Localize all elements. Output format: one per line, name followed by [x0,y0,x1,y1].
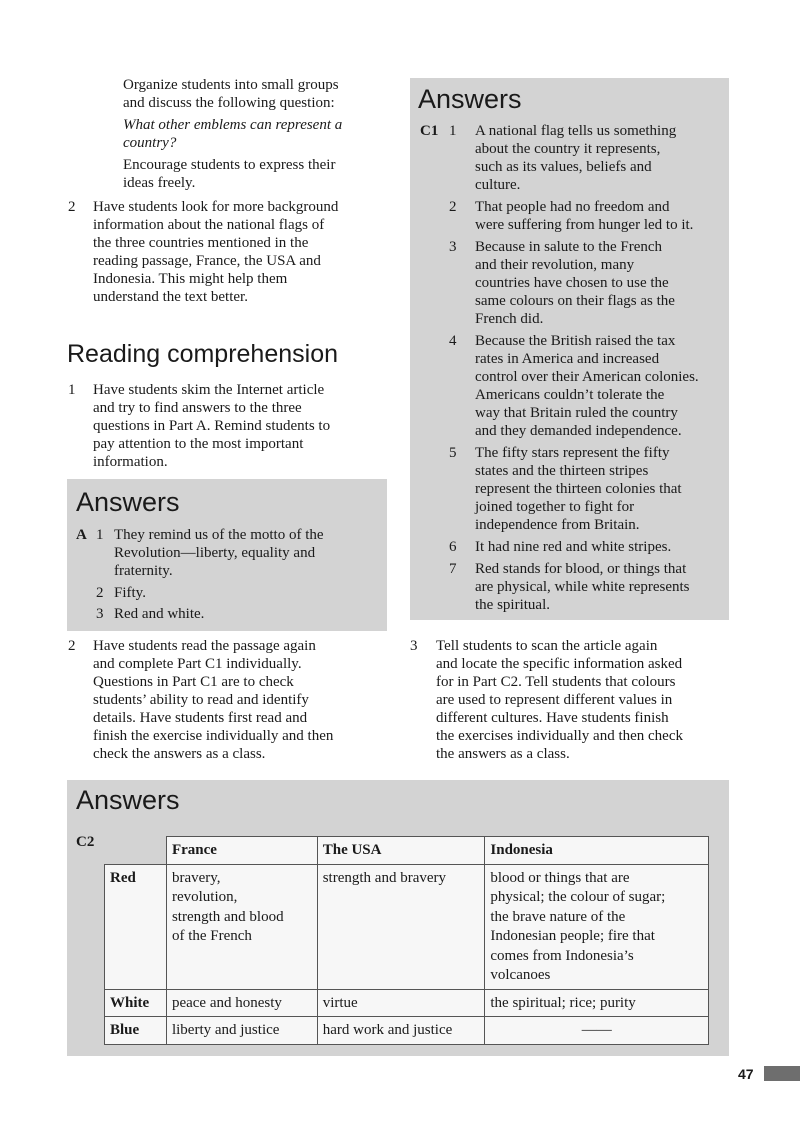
item-line: Have students skim the Internet article [93,382,325,398]
footer-bar [764,1066,800,1081]
answer-line: Revolution—liberty, equality and [114,545,316,561]
item-line: Questions in Part C1 are to check [93,674,294,690]
answers-table [104,836,709,1045]
section-heading: Reading comprehension [67,340,339,368]
answers-heading: Answers [418,84,522,114]
answer-line: That people had no freedom and [475,199,670,215]
table-cell [317,989,485,1017]
answer-line: about the country it represents, [475,141,661,157]
item-line: different cultures. Have students finish [436,710,669,726]
cell-line: physical; the colour of sugar; [490,889,666,905]
answers-c1-box [410,78,729,620]
item-line: information about the national flags of [93,217,325,233]
answer-item [449,332,727,440]
answer-line: states and the thirteen stripes [475,463,649,479]
answer-item [449,122,727,194]
column-header: France [166,837,317,865]
intro-block [123,76,393,192]
answer-line: were suffering from hunger led to it. [475,217,694,233]
answer-line: countries have chosen to use the [475,275,669,291]
answer-line: fraternity. [114,563,173,579]
item-line: pay attention to the most important [93,436,304,452]
table-cell [485,1017,709,1045]
item-line: check the answers as a class. [93,746,266,762]
cell-line: comes from Indonesia’s [490,947,634,964]
item-number: 2 [68,638,76,654]
item-line: questions in Part A. Remind students to [93,418,331,434]
answer-number: 4 [449,333,457,349]
item-line: finish the exercise individually and then [93,728,334,744]
answer-number: 7 [449,561,457,577]
cell-line: bravery, [171,869,221,886]
answers-list [96,526,381,623]
cell-line: the spiritual; rice; purity [490,994,636,1011]
table-row [105,989,709,1017]
table-header-row [105,837,709,865]
answer-line: rates in America and increased [475,351,660,367]
answer-line: Because the British raised the tax [475,333,676,349]
row-header: White [105,989,167,1017]
answer-line: They remind us of the motto of the [114,527,324,543]
answer-item [449,560,727,614]
row-header: Red [105,864,167,989]
answers-c2-box [67,780,729,1056]
answer-line: and their revolution, many [475,257,635,273]
answer-item [449,444,727,534]
answer-item [96,526,381,580]
list-item-2 [68,198,398,306]
cell-line: hard work and justice [322,1022,453,1038]
intro-line: Organize students into small groups [123,77,339,93]
table-cell [317,1017,485,1045]
answer-number: 6 [449,539,457,555]
item-line: for in Part C2. Tell students that colours [436,674,676,690]
encourage-line: Encourage students to express their [123,157,336,173]
item-number: 1 [68,382,76,398]
item-number: 2 [68,199,76,215]
column-header: The USA [317,837,485,865]
answer-item [449,538,727,556]
answer-line: are physical, while white represents [475,579,690,595]
table-cell [317,864,485,989]
answer-line: way that Britain ruled the country [475,405,678,421]
item-line: and try to find answers to the three [93,400,302,416]
answer-number: 3 [449,239,457,255]
answer-number: 2 [96,585,104,601]
answer-number: 1 [449,123,457,139]
cell-line: virtue [322,994,358,1011]
answer-line: Fifty. [114,585,146,601]
table-cell [166,864,317,989]
answer-line: and they demanded independence. [475,423,682,439]
answer-line: joined together to fight for [475,499,635,515]
answer-line: A national flag tells us something [475,123,677,139]
reading-item-3 [410,637,740,763]
cell-line: liberty and justice [171,1022,280,1038]
item-line: Indonesia. This might help them [93,271,288,287]
answer-line: control over their American colonies. [475,369,699,385]
cell-line: blood or things that are [490,869,630,886]
answer-item [96,605,381,623]
encourage-line: ideas freely. [123,175,196,191]
table-cell [166,1017,317,1045]
table-row [105,864,709,989]
answer-line: Red stands for blood, or things that [475,561,687,577]
answers-label: A [76,527,87,543]
item-line: and locate the specific information asked [436,656,683,672]
item-line: reading passage, France, the USA and [93,253,321,269]
cell-line: of the French [171,928,252,944]
table-cell [166,989,317,1017]
answer-line: Red and white. [114,606,205,622]
table-corner [105,837,167,865]
cell-line: strength and bravery [322,869,447,886]
table-cell [485,989,709,1017]
cell-line: the brave nature of the [490,908,626,925]
answer-item [449,238,727,328]
table-row [105,1017,709,1045]
cell-line: peace and honesty [171,994,282,1011]
answer-number: 3 [96,606,104,622]
answer-line: represent the thirteen colonies that [475,481,682,497]
item-line: Tell students to scan the article again [436,638,658,654]
item-line: students’ ability to read and identify [93,692,309,708]
item-line: Have students look for more background [93,199,339,215]
answer-number: 1 [96,527,104,543]
question-line: country? [123,135,177,151]
item-line: the three countries mentioned in the [93,235,309,251]
answer-item [449,198,727,234]
item-line: and complete Part C1 individually. [93,656,302,672]
answer-number: 2 [449,199,457,215]
cell-line: strength and blood [171,908,284,925]
cell-line: volcanoes [490,967,551,983]
answer-line: same colours on their flags as the [475,293,675,309]
answer-line: Americans couldn’t tolerate the [475,387,665,403]
intro-line: and discuss the following question: [123,95,335,111]
item-line: understand the text better. [93,289,248,305]
answers-list [449,122,727,614]
answers-a-box [67,479,387,631]
column-header: Indonesia [485,837,709,865]
cell-line: revolution, [171,889,238,905]
answer-number: 5 [449,445,457,461]
answer-line: the spiritual. [475,597,550,613]
question-line: What other emblems can represent a [123,117,343,133]
answers-label: C2 [76,834,95,850]
answer-line: such as its values, beliefs and [475,159,652,175]
item-line: information. [93,454,168,470]
answers-heading: Answers [76,487,180,517]
item-line: details. Have students first read and [93,710,308,726]
page-number: 47 [738,1066,754,1082]
cell-line: —— [581,1022,612,1038]
answer-line: independence from Britain. [475,517,640,533]
item-number: 3 [410,638,418,654]
answer-line: The fifty stars represent the fifty [475,445,670,461]
answer-line: Because in salute to the French [475,239,663,255]
answer-line: culture. [475,177,521,193]
answer-line: It had nine red and white stripes. [475,539,672,555]
reading-item-2 [68,637,398,763]
reading-item-1 [68,381,398,471]
cell-line: Indonesian people; fire that [490,928,655,944]
answer-item [96,584,381,602]
answers-label: C1 [420,123,439,139]
item-line: the exercises individually and then check [436,728,683,744]
item-line: the answers as a class. [436,746,570,762]
table-cell [485,864,709,989]
answers-heading: Answers [76,785,180,815]
row-header: Blue [105,1017,167,1045]
answer-line: French did. [475,311,544,327]
item-line: Have students read the passage again [93,638,316,654]
item-line: are used to represent different values in [436,692,673,708]
